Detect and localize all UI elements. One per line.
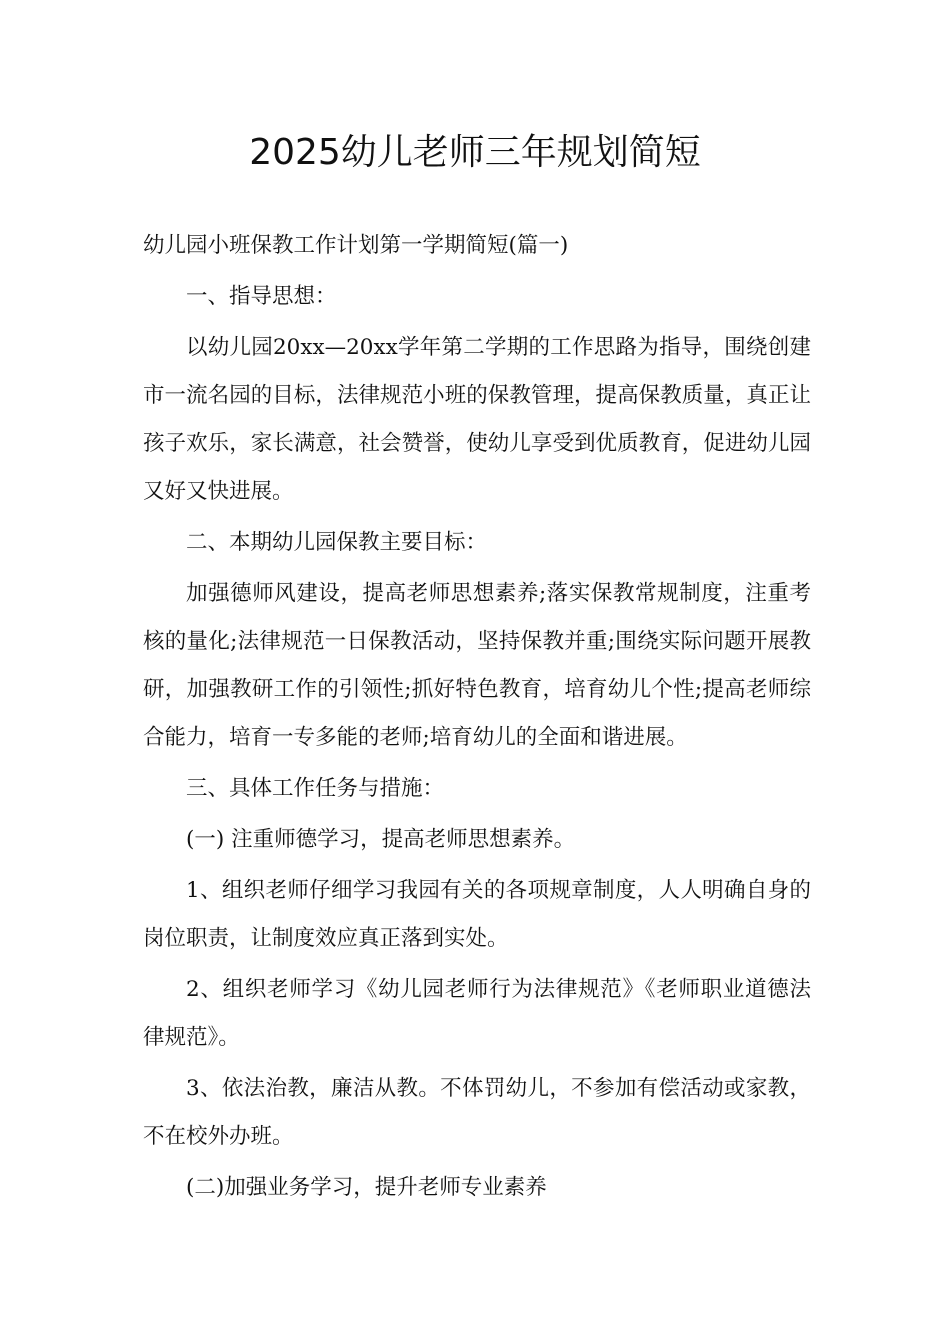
list-item-2: 2、组织老师学习《幼儿园老师行为法律规范》《老师职业道德法律规范》。 [143,977,811,1050]
paragraph-main-goals: 加强德师风建设，提高老师思想素养;落实保教常规制度，注重考核的量化;法律规范一日保教活动，坚持保教并重;围绕实际问题开展教研，加强教研工作的引领性;抓好特色教育，培育幼儿个性;提高老师综合能力，培育一专多能的老师;培育幼儿的全面和谐进展。 [143,581,811,750]
document-body [143,222,811,1215]
heading-guiding-thought: 一、指导思想： [186,284,337,309]
paragraph-guiding-thought: 以幼儿园20xx—20xx学年第二学期的工作思路为指导，围绕创建市一流名园的目标，法律规范小班的保教管理，提高保教质量，真正让孩子欢乐，家长满意，社会赞誉，使幼儿享受到优质教育，促进幼儿园又好又快进展。 [143,335,811,504]
heading-tasks-measures: 三、具体工作任务与措施： [186,776,445,801]
section-heading: 幼儿园小班保教工作计划第一学期简短(篇一) [143,233,569,258]
list-item-1: 1、组织老师仔细学习我园有关的各项规章制度，人人明确自身的岗位职责，让制度效应真正落到实处。 [143,878,811,951]
subheading-business-study: (二)加强业务学习，提升老师专业素养 [186,1175,547,1200]
heading-main-goals: 二、本期幼儿园保教主要目标： [186,530,488,555]
subheading-ethics-study: (一) 注重师德学习，提高老师思想素养。 [186,827,576,852]
document-title: 2025幼儿老师三年规划简短 [249,132,701,173]
list-item-3: 3、依法治教，廉洁从教。不体罚幼儿，不参加有偿活动或家教，不在校外办班。 [143,1076,811,1149]
